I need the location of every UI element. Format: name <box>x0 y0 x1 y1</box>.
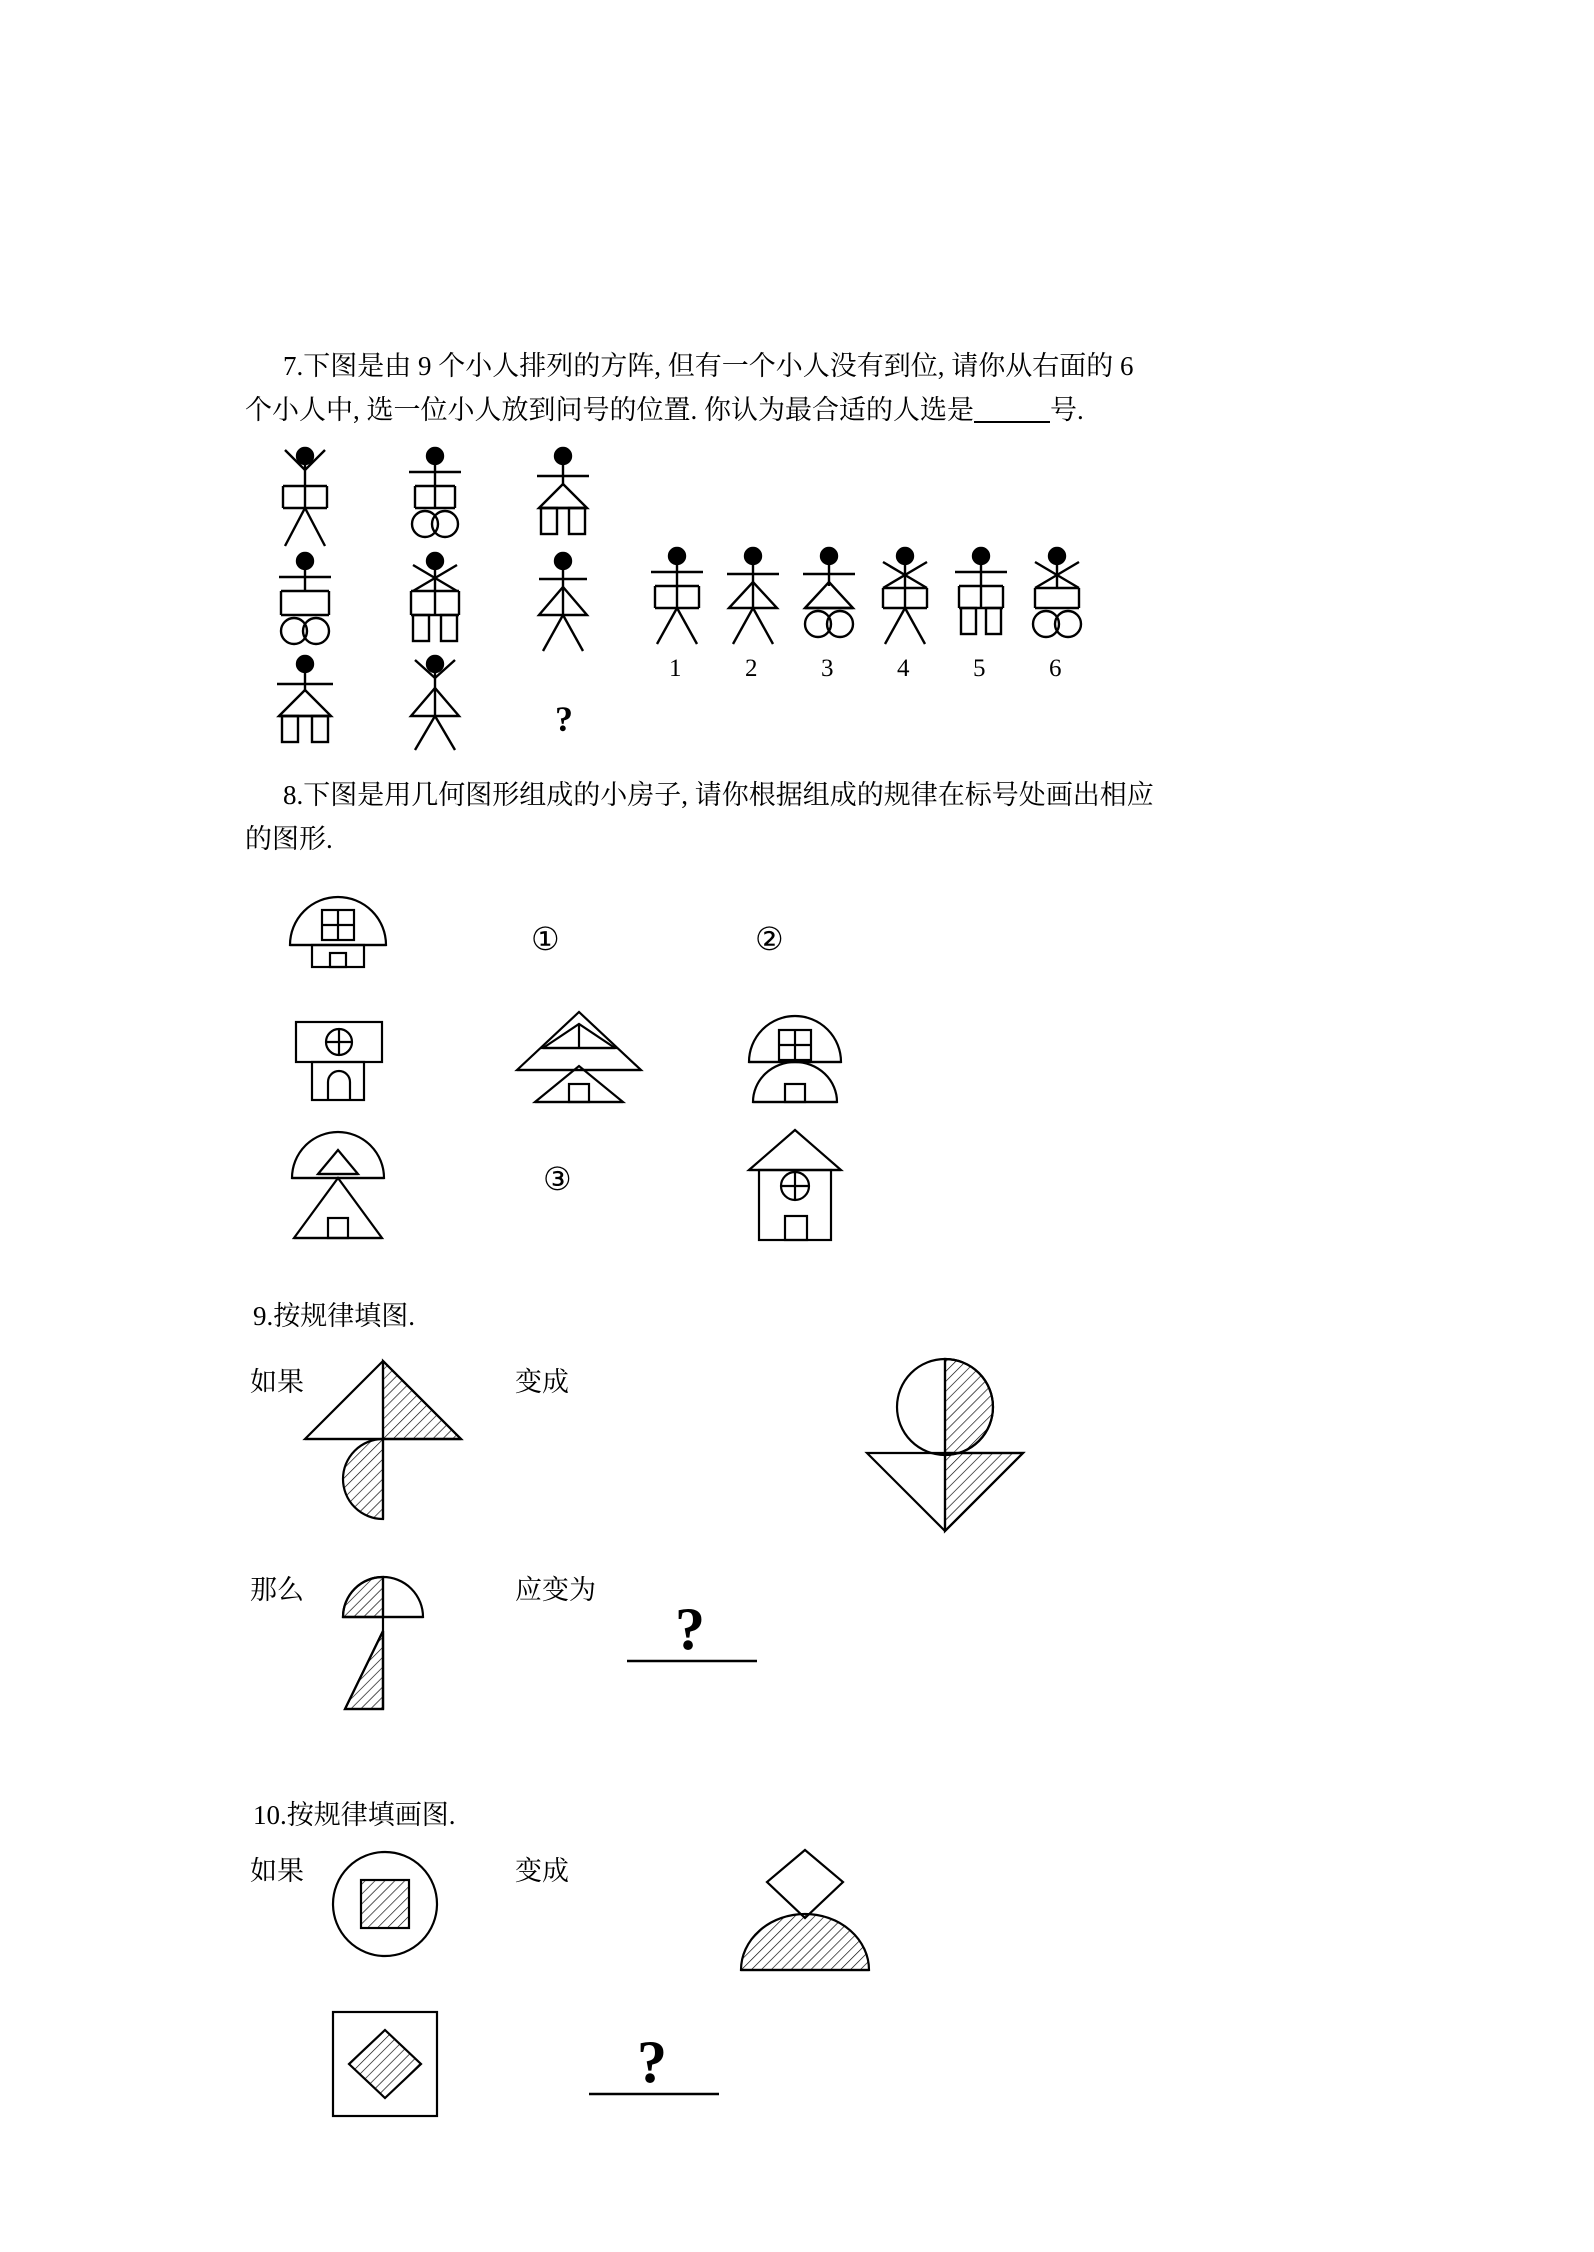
question-9-title-text: 按规律填图. <box>273 1300 415 1331</box>
choice-label-3: 3 <box>821 655 834 683</box>
question-10-title <box>253 1793 1355 1832</box>
question-8 <box>245 774 1355 1249</box>
choice-label-2: 2 <box>745 655 758 683</box>
slot-label-3: ③ <box>543 1160 572 1197</box>
question-10 <box>245 1793 1355 2172</box>
choice-label-6: 6 <box>1049 655 1062 683</box>
stick-figure-matrix <box>245 446 1355 746</box>
question-8-number: 8. <box>283 780 304 811</box>
question-9-title <box>253 1294 1355 1333</box>
question-8-figure <box>245 880 1355 1250</box>
question-10-answer-marker: ? <box>637 2028 667 2095</box>
choice-figure-3 <box>803 548 855 637</box>
house-figure <box>749 1130 841 1240</box>
choice-figure-5 <box>955 548 1007 634</box>
choice-figure-2 <box>727 548 779 644</box>
label-should-become: 应变为 <box>515 1574 596 1605</box>
shape-source-2 <box>343 1577 423 1709</box>
stick-figure <box>539 553 587 651</box>
pattern-transform-diagram-2 <box>245 1842 1355 2172</box>
choice-figure-4 <box>883 548 927 644</box>
house-figure <box>749 1016 841 1102</box>
choice-label-1: 1 <box>669 655 682 683</box>
question-9-figure <box>245 1349 1355 1779</box>
answer-blank[interactable] <box>974 421 1050 423</box>
house-figure <box>290 897 386 967</box>
question-7 <box>245 345 1355 746</box>
label-if: 如果 <box>250 1366 304 1397</box>
slot-label-1: ① <box>531 920 560 957</box>
choice-figure-6 <box>1033 548 1081 637</box>
stick-figure <box>279 553 331 644</box>
missing-position-marker: ? <box>555 699 573 740</box>
choice-label-4: 4 <box>897 655 910 683</box>
house-shapes-grid <box>245 880 1355 1250</box>
label-then: 那么 <box>250 1574 304 1605</box>
question-9-answer-marker: ? <box>675 1595 705 1662</box>
question-7-text-line2 <box>245 389 1355 433</box>
question-10-figure <box>245 1842 1355 2172</box>
question-10-number: 10. <box>253 1799 287 1830</box>
label-if-2: 如果 <box>250 1855 304 1886</box>
house-figure <box>292 1132 384 1238</box>
pattern-transform-diagram <box>245 1349 1355 1779</box>
shape-source-3 <box>333 1852 437 1956</box>
shape-result-1 <box>867 1359 1023 1531</box>
choice-figure-1 <box>651 548 703 644</box>
question-8-text-line2: 的图形. <box>245 824 333 855</box>
stick-figure <box>411 553 459 641</box>
question-8-line1: 下图是用几何图形组成的小房子, 请你根据组成的规律在标号处画出相应 <box>303 780 1154 811</box>
question-8-text <box>245 774 1355 818</box>
house-figure <box>296 1022 382 1100</box>
question-9-number: 9. <box>253 1300 274 1331</box>
stick-figure <box>537 448 589 534</box>
question-7-line2a: 个小人中, 选一位小人放到问号的位置. 你认为最合适的人选是 <box>245 394 974 425</box>
stick-figure <box>411 656 459 750</box>
slot-label-2: ② <box>755 920 784 957</box>
shape-result-2 <box>741 1850 869 1970</box>
shape-source-1 <box>305 1361 461 1519</box>
question-9 <box>245 1294 1355 1779</box>
question-7-line1: 下图是由 9 个小人排列的方阵, 但有一个小人没有到位, 请你从右面的 6 <box>303 351 1134 381</box>
question-10-title-text: 按规律填画图. <box>286 1799 456 1830</box>
label-becomes-2: 变成 <box>515 1855 569 1886</box>
question-7-line2b: 号. <box>1050 394 1084 425</box>
stick-figure <box>277 656 333 742</box>
question-7-figure <box>245 446 1355 746</box>
label-becomes: 变成 <box>515 1366 569 1397</box>
choice-label-5: 5 <box>973 655 986 683</box>
shape-source-4 <box>333 2012 437 2116</box>
question-7-text <box>245 345 1355 389</box>
house-figure <box>517 1012 641 1102</box>
question-7-number: 7. <box>283 351 304 381</box>
stick-figure <box>409 448 461 537</box>
page-content <box>245 345 1355 2172</box>
stick-figure <box>283 448 327 546</box>
